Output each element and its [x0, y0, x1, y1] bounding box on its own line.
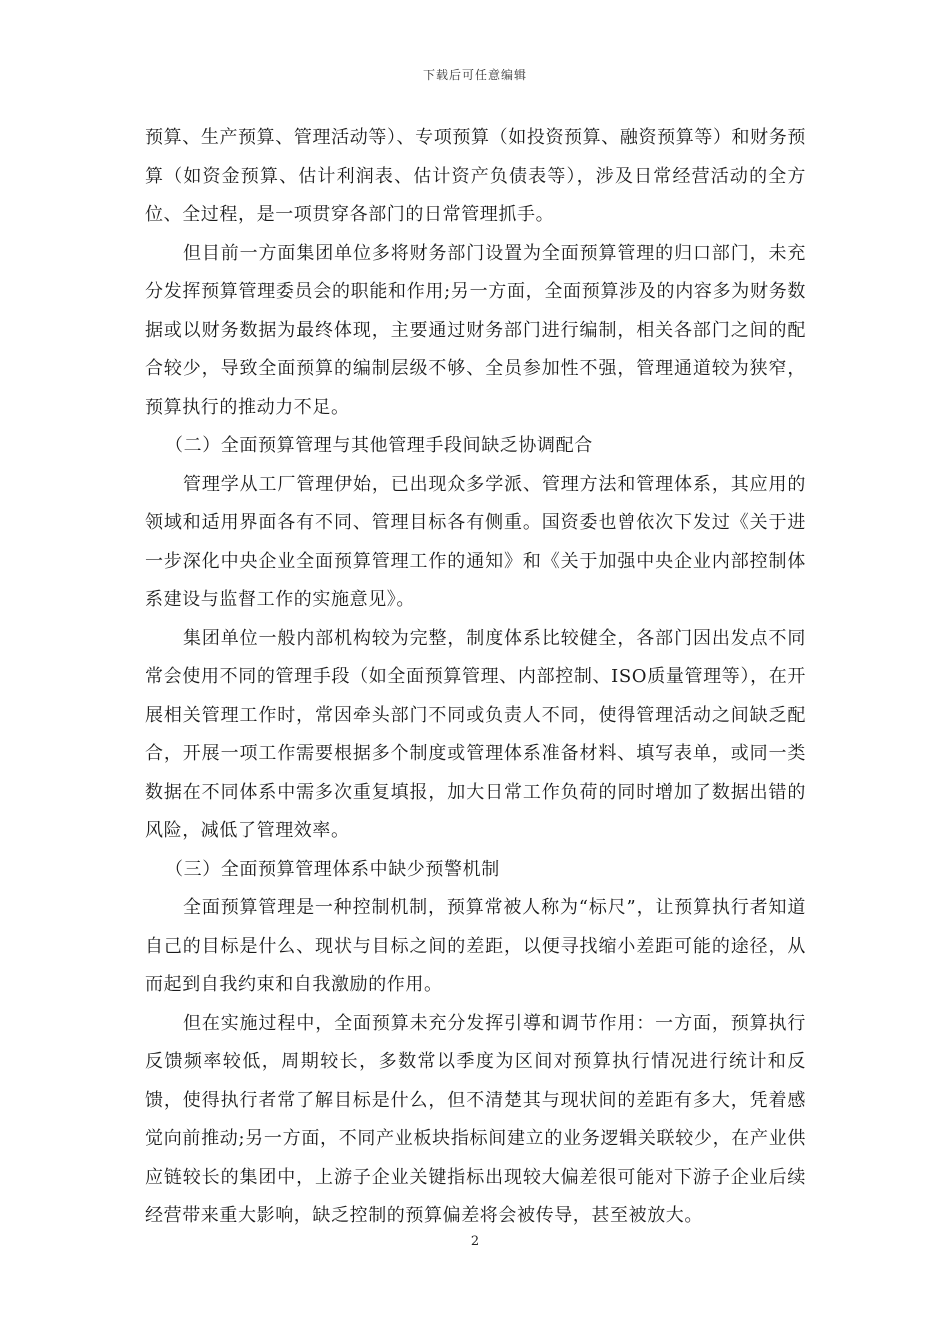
paragraph-control-mechanism: 全面预算管理是一种控制机制，预算常被人称为“标尺”，让预算执行者知道自己的目标是什么、现状与目标之间的差距，以便寻找缩小差距可能的途径，从而起到自我约束和自我激励的作用。 — [145, 897, 806, 995]
section-heading-2: （二）全面预算管理与其他管理手段间缺乏协调配合 — [165, 435, 593, 456]
paragraph-budget-owner: 但目前一方面集团单位多将财务部门设置为全面预算管理的归口部门，未充分发挥预算管理委员会的职能和作用;另一方面，全面预算涉及的内容多为财务数据或以财务数据为最终体现，主要通过财务部门进行编制，相关各部门之间的配合较少，导致全面预算的编制层级不够、全员参加性不强，管理通道较为狭窄，预算执行的推动力不足。 — [145, 242, 806, 418]
document-body — [145, 119, 806, 1236]
paragraph-group-units: 集团单位一般内部机构较为完整，制度体系比较健全，各部门因出发点不同常会使用不同的管理手段（如全面预算管理、内部控制、ISO质量管理等），在开展相关管理工作时，常因牵头部门不同或负责人不同，使得管理活动之间缺乏配合，开展一项工作需要根据多个制度或管理体系准备材料、填写表单，或同一类数据在不同体系中需多次重复填报，加大日常工作负荷的同时增加了数据出错的风险，减低了管理效率。 — [145, 627, 806, 841]
paragraph-management-schools: 管理学从工厂管理伊始，已出现众多学派、管理方法和管理体系，其应用的领域和适用界面各有不同、管理目标各有侧重。国资委也曾依次下发过《关于进一步深化中央企业全面预算管理工作的通知》和《关于加强中央企业内部控制体系建设与监督工作的实施意见》。 — [145, 473, 806, 610]
page-header: 下载后可任意编辑 — [422, 68, 527, 82]
page-number: 2 — [470, 1234, 480, 1249]
paragraph-implementation: 但在实施过程中，全面预算未充分发挥引導和调节作用：一方面，预算执行反馈频率较低，周期较长，多数常以季度为区间对预算执行情况进行统计和反馈，使得执行者常了解目标是什么，但不清楚其与现状间的差距有多大，凭着感觉向前推动;另一方面，不同产业板块指标间建立的业务逻辑关联较少，在产业供应链较长的集团中，上游子企业关键指标出现较大偏差很可能对下游子企业后续经营带来重大影响，缺乏控制的预算偏差将会被传导，甚至被放大。 — [145, 1012, 806, 1226]
paragraph-continuation: 预算、生产预算、管理活动等）、专项预算（如投资预算、融资预算等）和财务预算（如资金预算、估计利润表、估计资产负债表等），涉及日常经营活动的全方位、全过程，是一项贯穿各部门的日常管理抓手。 — [145, 127, 806, 225]
section-heading-3: （三）全面预算管理体系中缺少预警机制 — [165, 858, 500, 880]
